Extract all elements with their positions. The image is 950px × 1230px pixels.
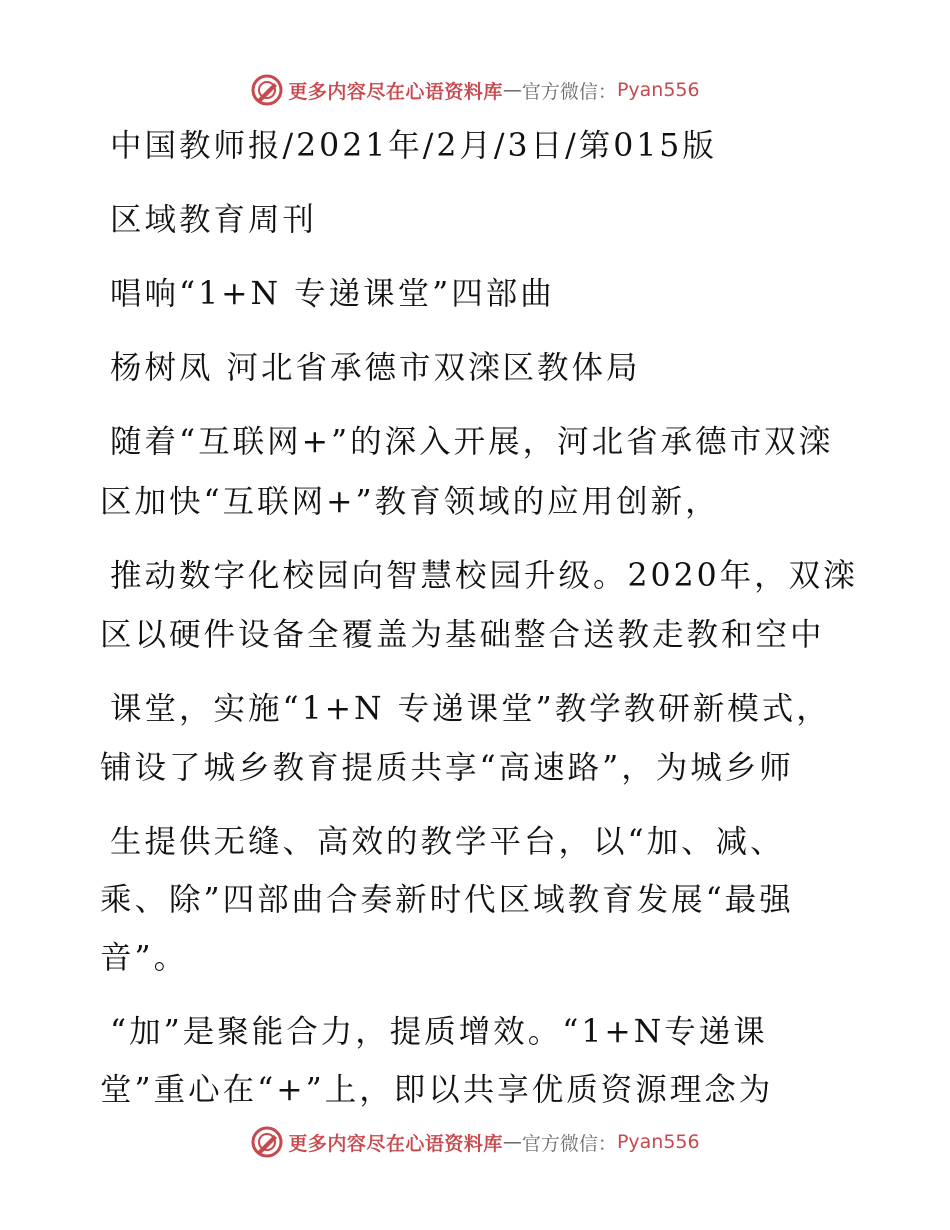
document-source-line: 中国教师报/2021年/2月/3日/第015版 <box>110 128 717 164</box>
brand-logo-icon <box>250 1125 284 1159</box>
document-text-line: 乘、除”四部曲合奏新时代区域教育发展“最强 <box>100 882 794 918</box>
document-text-line: 课堂，实施“1+N 专递课堂”教学教研新模式， <box>110 691 831 727</box>
document-text-line: “加”是聚能合力，提质增效。“1+N专递课 <box>110 1014 768 1050</box>
watermark-wechat-label: 官方微信： <box>521 80 617 103</box>
document-text-line: 音”。 <box>100 940 189 976</box>
document-text-line: 区加快“互联网+”教育领域的应用创新， <box>100 484 720 520</box>
document-text-line: 生提供无缝、高效的教学平台，以“加、减、 <box>110 824 785 860</box>
watermark-wechat-id: Pyan556 <box>616 79 700 101</box>
document-title: 唱响“1+N 专递课堂”四部曲 <box>110 276 555 312</box>
document-text-line: 堂”重心在“+”上，即以共享优质资源理念为 <box>100 1072 774 1108</box>
brand-logo-icon <box>250 73 284 107</box>
watermark-wechat-label: 官方微信： <box>521 1132 617 1155</box>
document-section-line: 区域教育周刊 <box>110 202 318 238</box>
document-text-line: 区以硬件设备全覆盖为基础整合送教走教和空中 <box>100 617 825 653</box>
watermark-wechat-id: Pyan556 <box>616 1131 700 1153</box>
watermark-text: 更多内容尽在心语资料库 <box>288 1132 503 1155</box>
watermark-separator: — <box>502 79 522 101</box>
watermark-text: 更多内容尽在心语资料库 <box>288 80 503 103</box>
watermark-banner-bottom <box>0 1122 950 1162</box>
watermark-separator: — <box>502 1131 522 1153</box>
document-text-line: 铺设了城乡教育提质共享“高速路”，为城乡师 <box>100 750 794 786</box>
watermark-banner-top <box>0 70 950 110</box>
document-text-line: 推动数字化校园向智慧校园升级。2020年，双滦 <box>110 558 858 594</box>
document-text-line: 随着“互联网+”的深入开展，河北省承德市双滦 <box>110 424 834 460</box>
document-author: 杨树凤 河北省承德市双滦区教体局 <box>110 350 641 386</box>
